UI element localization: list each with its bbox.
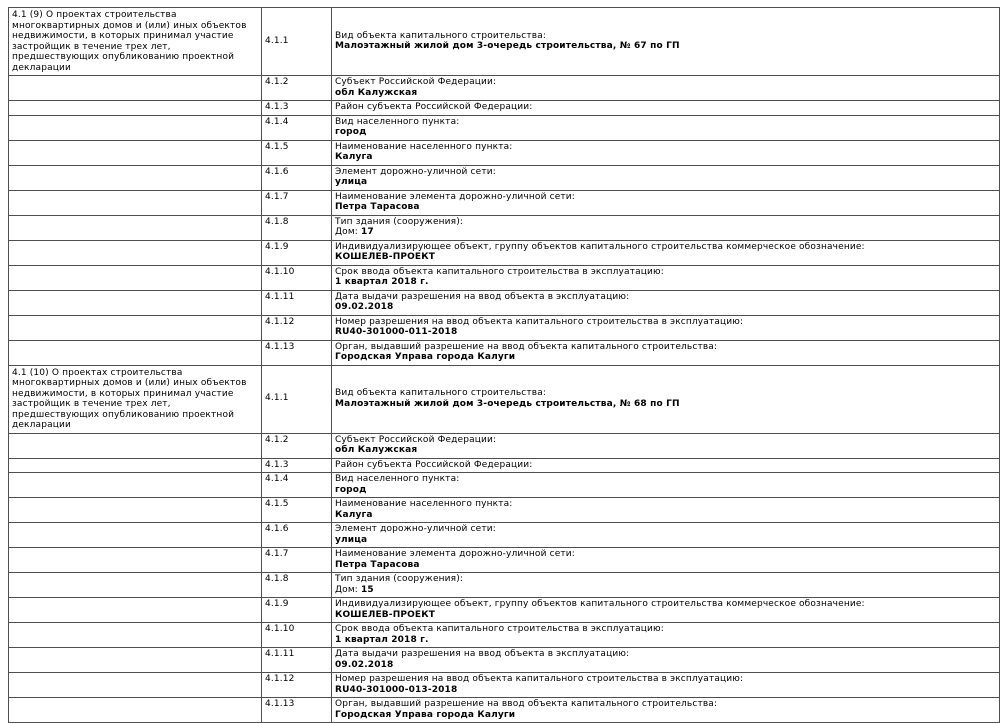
table-row bbox=[9, 265, 1000, 290]
table-row bbox=[9, 473, 1000, 498]
empty-left-cell bbox=[9, 698, 262, 723]
field-value: RU40-301000-013-2018 bbox=[335, 684, 458, 695]
field-label: Вид населенного пункта: bbox=[335, 116, 460, 127]
field-value: город bbox=[335, 484, 367, 495]
field-cell bbox=[332, 101, 1000, 116]
field-cell bbox=[332, 290, 1000, 315]
field-value: город bbox=[335, 127, 367, 137]
row-code: 4.1.3 bbox=[265, 459, 289, 470]
empty-left-cell bbox=[9, 523, 262, 548]
table-row bbox=[9, 498, 1000, 523]
empty-left-cell bbox=[9, 598, 262, 623]
field-value-line bbox=[335, 610, 996, 621]
row-code-cell bbox=[262, 623, 332, 648]
table-row bbox=[9, 573, 1000, 598]
field-cell bbox=[332, 498, 1000, 523]
empty-left-cell bbox=[9, 101, 262, 116]
field-value-line bbox=[335, 352, 996, 363]
field-label: Субъект Российской Федерации: bbox=[335, 434, 497, 445]
field-cell bbox=[332, 240, 1000, 265]
row-code-cell bbox=[262, 498, 332, 523]
empty-left-cell bbox=[9, 215, 262, 240]
field-value: Малоэтажный жилой дом 3-очередь строительства, № 67 по ГП bbox=[335, 41, 680, 51]
field-label: Район субъекта Российской Федерации: bbox=[335, 459, 533, 470]
field-value-line bbox=[335, 510, 996, 521]
row-code: 4.1.1 bbox=[265, 393, 289, 404]
row-code-cell bbox=[262, 315, 332, 340]
field-cell bbox=[332, 623, 1000, 648]
section-header-cell bbox=[9, 365, 262, 433]
section-title: 4.1 (9) О проектах строительства многоквартирных домов и (или) иных объектов недвижимости, в которых принимал участие застройщик в течение трех лет, предшествующих опубликованию проектной декларации bbox=[12, 10, 247, 73]
row-code: 4.1.13 bbox=[265, 699, 295, 709]
table-row bbox=[9, 8, 1000, 76]
empty-left-cell bbox=[9, 115, 262, 140]
field-value: КОШЕЛЕВ-ПРОЕКТ bbox=[335, 252, 436, 262]
field-value: 09.02.2018 bbox=[335, 302, 394, 312]
row-code-cell bbox=[262, 698, 332, 723]
row-code: 4.1.12 bbox=[265, 674, 295, 684]
field-value-line bbox=[335, 585, 996, 596]
field-cell bbox=[332, 648, 1000, 673]
field-value: Городская Управа города Калуги bbox=[335, 352, 516, 362]
row-code: 4.1.5 bbox=[265, 141, 289, 152]
table-row bbox=[9, 598, 1000, 623]
table-row bbox=[9, 623, 1000, 648]
row-code-cell bbox=[262, 548, 332, 573]
field-value: 15 bbox=[360, 584, 374, 595]
row-code-cell bbox=[262, 140, 332, 165]
field-cell bbox=[332, 573, 1000, 598]
field-label: Наименование элемента дорожно-уличной сети: bbox=[335, 191, 575, 202]
field-cell bbox=[332, 140, 1000, 165]
table-row bbox=[9, 140, 1000, 165]
table-row bbox=[9, 698, 1000, 723]
field-label: Вид объекта капитального строительства: bbox=[335, 388, 547, 398]
row-code: 4.1.11 bbox=[265, 649, 295, 659]
row-code-cell bbox=[262, 365, 332, 433]
field-value-line bbox=[335, 685, 996, 696]
field-label: Вид населенного пункта: bbox=[335, 474, 460, 484]
section-header-cell bbox=[9, 8, 262, 76]
row-code: 4.1.8 bbox=[265, 574, 289, 584]
field-cell bbox=[332, 190, 1000, 215]
empty-left-cell bbox=[9, 548, 262, 573]
field-value-line bbox=[335, 485, 996, 496]
field-value-line bbox=[335, 277, 996, 288]
empty-left-cell bbox=[9, 340, 262, 365]
field-value-prefix: Дом: bbox=[335, 584, 361, 595]
field-value: 1 квартал 2018 г. bbox=[335, 277, 429, 287]
row-code: 4.1.7 bbox=[265, 549, 289, 559]
field-value-line bbox=[335, 660, 996, 671]
field-label: Наименование населенного пункта: bbox=[335, 141, 513, 152]
row-code: 4.1.2 bbox=[265, 77, 289, 87]
table-row bbox=[9, 290, 1000, 315]
row-code-cell bbox=[262, 473, 332, 498]
row-code-cell bbox=[262, 523, 332, 548]
table-row bbox=[9, 365, 1000, 433]
field-cell bbox=[332, 265, 1000, 290]
row-code: 4.1.2 bbox=[265, 434, 289, 445]
table-row bbox=[9, 315, 1000, 340]
row-code-cell bbox=[262, 458, 332, 473]
field-label: Дата выдачи разрешения на ввод объекта в эксплуатацию: bbox=[335, 649, 630, 659]
field-value-line bbox=[335, 635, 996, 646]
field-value-line bbox=[335, 710, 996, 721]
table-row bbox=[9, 458, 1000, 473]
field-cell bbox=[332, 458, 1000, 473]
row-code-cell bbox=[262, 265, 332, 290]
project-declaration-table bbox=[8, 7, 1000, 723]
row-code-cell bbox=[262, 598, 332, 623]
empty-left-cell bbox=[9, 458, 262, 473]
field-cell bbox=[332, 473, 1000, 498]
field-label: Тип здания (сооружения): bbox=[335, 216, 464, 227]
table-row bbox=[9, 240, 1000, 265]
document-page bbox=[0, 7, 1000, 720]
field-cell bbox=[332, 433, 1000, 458]
empty-left-cell bbox=[9, 623, 262, 648]
field-label: Орган, выдавший разрешение на ввод объекта капитального строительства: bbox=[335, 699, 718, 709]
row-code-cell bbox=[262, 165, 332, 190]
row-code: 4.1.5 bbox=[265, 499, 289, 509]
row-code: 4.1.8 bbox=[265, 216, 289, 227]
field-value: улица bbox=[335, 534, 368, 545]
table-row bbox=[9, 648, 1000, 673]
field-value: Петра Тарасова bbox=[335, 202, 420, 212]
empty-left-cell bbox=[9, 290, 262, 315]
table-row bbox=[9, 115, 1000, 140]
table-row bbox=[9, 548, 1000, 573]
table-row bbox=[9, 101, 1000, 116]
table-row bbox=[9, 76, 1000, 101]
row-code: 4.1.10 bbox=[265, 624, 295, 634]
row-code: 4.1.3 bbox=[265, 102, 289, 112]
field-value: 1 квартал 2018 г. bbox=[335, 634, 429, 645]
field-label: Субъект Российской Федерации: bbox=[335, 77, 497, 87]
field-cell bbox=[332, 76, 1000, 101]
row-code: 4.1.13 bbox=[265, 341, 295, 352]
row-code-cell bbox=[262, 76, 332, 101]
row-code: 4.1.10 bbox=[265, 266, 295, 277]
field-value-line bbox=[335, 127, 996, 138]
empty-left-cell bbox=[9, 648, 262, 673]
row-code: 4.1.11 bbox=[265, 291, 295, 302]
field-cell bbox=[332, 215, 1000, 240]
row-code-cell bbox=[262, 673, 332, 698]
field-value-line bbox=[335, 88, 996, 99]
field-cell bbox=[332, 165, 1000, 190]
field-value: Городская Управа города Калуги bbox=[335, 709, 516, 720]
field-value-line bbox=[335, 535, 996, 546]
field-value: Калуга bbox=[335, 509, 373, 520]
empty-left-cell bbox=[9, 315, 262, 340]
field-value-line bbox=[335, 227, 996, 238]
row-code: 4.1.4 bbox=[265, 116, 289, 127]
field-value: 09.02.2018 bbox=[335, 659, 394, 670]
field-value-line bbox=[335, 202, 996, 213]
empty-left-cell bbox=[9, 573, 262, 598]
field-label: Индивидуализирующее объект, группу объектов капитального строительства коммерческое обозначение: bbox=[335, 599, 865, 609]
empty-left-cell bbox=[9, 473, 262, 498]
field-label: Индивидуализирующее объект, группу объектов капитального строительства коммерческое обозначение: bbox=[335, 241, 865, 252]
field-cell bbox=[332, 365, 1000, 433]
row-code: 4.1.9 bbox=[265, 599, 289, 609]
row-code: 4.1.6 bbox=[265, 524, 289, 534]
row-code: 4.1.12 bbox=[265, 316, 295, 327]
table-row bbox=[9, 165, 1000, 190]
field-value-line bbox=[335, 152, 996, 163]
row-code: 4.1.9 bbox=[265, 241, 289, 252]
row-code: 4.1.1 bbox=[265, 35, 289, 46]
field-value: Малоэтажный жилой дом 3-очередь строительства, № 68 по ГП bbox=[335, 398, 680, 409]
section-title: 4.1 (10) О проектах строительства многоквартирных домов и (или) иных объектов недвижимости, в которых принимал участие застройщик в течение трех лет, предшествующих опубликованию проектной декларации bbox=[12, 367, 247, 430]
field-label: Срок ввода объекта капитального строительства в эксплуатацию: bbox=[335, 266, 664, 277]
field-cell bbox=[332, 523, 1000, 548]
empty-left-cell bbox=[9, 76, 262, 101]
field-label: Наименование населенного пункта: bbox=[335, 499, 513, 509]
field-label: Тип здания (сооружения): bbox=[335, 574, 464, 584]
table-row bbox=[9, 190, 1000, 215]
field-cell bbox=[332, 548, 1000, 573]
field-value: обл Калужская bbox=[335, 445, 418, 455]
table-row bbox=[9, 340, 1000, 365]
field-label: Элемент дорожно-уличной сети: bbox=[335, 524, 496, 534]
field-cell bbox=[332, 340, 1000, 365]
field-label: Дата выдачи разрешения на ввод объекта в эксплуатацию: bbox=[335, 291, 630, 302]
field-value: КОШЕЛЕВ-ПРОЕКТ bbox=[335, 609, 436, 620]
row-code-cell bbox=[262, 290, 332, 315]
empty-left-cell bbox=[9, 165, 262, 190]
row-code-cell bbox=[262, 215, 332, 240]
field-value: обл Калужская bbox=[335, 87, 418, 98]
row-code: 4.1.4 bbox=[265, 474, 289, 484]
row-code-cell bbox=[262, 101, 332, 116]
empty-left-cell bbox=[9, 240, 262, 265]
field-value-line bbox=[335, 41, 996, 52]
empty-left-cell bbox=[9, 673, 262, 698]
field-value: улица bbox=[335, 177, 368, 187]
field-value: Калуга bbox=[335, 152, 373, 162]
field-value: Петра Тарасова bbox=[335, 559, 420, 570]
field-cell bbox=[332, 8, 1000, 76]
row-code-cell bbox=[262, 648, 332, 673]
field-value-prefix: Дом: bbox=[335, 227, 361, 237]
row-code-cell bbox=[262, 190, 332, 215]
empty-left-cell bbox=[9, 265, 262, 290]
row-code-cell bbox=[262, 240, 332, 265]
field-value-line bbox=[335, 327, 996, 338]
field-label: Номер разрешения на ввод объекта капитального строительства в эксплуатацию: bbox=[335, 316, 744, 327]
field-label: Наименование элемента дорожно-уличной сети: bbox=[335, 549, 575, 559]
field-cell bbox=[332, 598, 1000, 623]
field-label: Срок ввода объекта капитального строительства в эксплуатацию: bbox=[335, 624, 664, 634]
row-code-cell bbox=[262, 433, 332, 458]
field-value: 17 bbox=[360, 227, 374, 237]
row-code: 4.1.7 bbox=[265, 191, 289, 202]
field-label: Вид объекта капитального строительства: bbox=[335, 30, 547, 41]
row-code-cell bbox=[262, 573, 332, 598]
field-label: Номер разрешения на ввод объекта капитального строительства в эксплуатацию: bbox=[335, 674, 744, 684]
empty-left-cell bbox=[9, 433, 262, 458]
field-value-line bbox=[335, 177, 996, 188]
field-cell bbox=[332, 698, 1000, 723]
row-code-cell bbox=[262, 8, 332, 76]
table-row bbox=[9, 523, 1000, 548]
field-cell bbox=[332, 115, 1000, 140]
field-label: Элемент дорожно-уличной сети: bbox=[335, 166, 496, 177]
table-body bbox=[9, 8, 1000, 723]
table-row bbox=[9, 215, 1000, 240]
field-cell bbox=[332, 673, 1000, 698]
field-value: RU40-301000-011-2018 bbox=[335, 327, 458, 337]
field-value-line bbox=[335, 399, 996, 410]
empty-left-cell bbox=[9, 190, 262, 215]
field-value-line bbox=[335, 302, 996, 313]
table-row bbox=[9, 673, 1000, 698]
empty-left-cell bbox=[9, 140, 262, 165]
field-value-line bbox=[335, 560, 996, 571]
row-code-cell bbox=[262, 340, 332, 365]
row-code: 4.1.6 bbox=[265, 166, 289, 177]
field-cell bbox=[332, 315, 1000, 340]
table-row bbox=[9, 433, 1000, 458]
row-code-cell bbox=[262, 115, 332, 140]
field-value-line bbox=[335, 252, 996, 263]
field-label: Орган, выдавший разрешение на ввод объекта капитального строительства: bbox=[335, 341, 718, 352]
empty-left-cell bbox=[9, 498, 262, 523]
field-value-line bbox=[335, 445, 996, 456]
field-label: Район субъекта Российской Федерации: bbox=[335, 102, 533, 112]
